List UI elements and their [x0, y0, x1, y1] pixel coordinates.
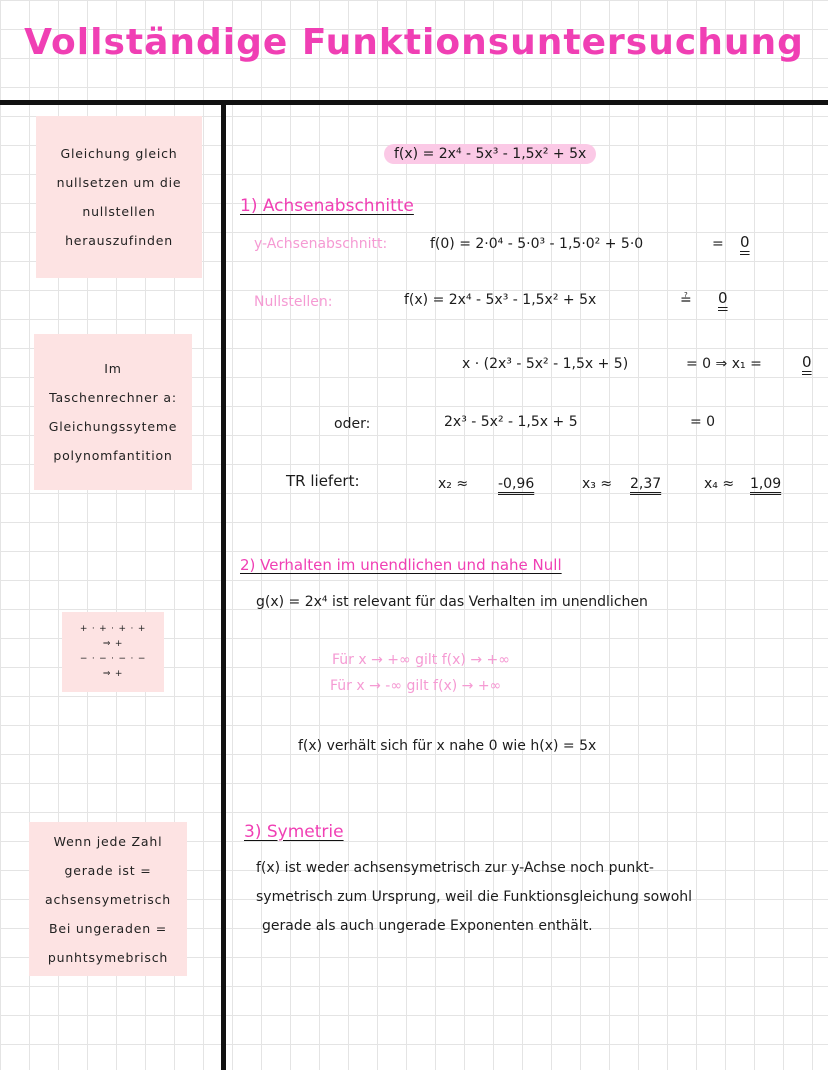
- note-line: ⇒ +: [102, 639, 124, 649]
- oder-eq: = 0: [690, 414, 716, 430]
- note-line: − · − · − · −: [79, 654, 147, 664]
- symmetry-line: symetrisch zum Ursprung, weil die Funktionsgleichung sowohl: [256, 889, 693, 905]
- note-line: punhtsymebrisch: [47, 949, 169, 965]
- root-x1: 0: [802, 353, 812, 371]
- roots-eq: ≟: [680, 292, 692, 308]
- section2-heading: 2) Verhalten im unendlichen und nahe Null: [240, 556, 562, 574]
- g-function-line: g(x) = 2x⁴ ist relevant für das Verhalten im unendlichen: [256, 594, 648, 610]
- root-x2: -0,96: [498, 476, 535, 492]
- note-line: polynomfantition: [53, 448, 173, 463]
- note-line: Gleichungssyteme: [48, 419, 178, 434]
- note-line: nullstellen: [82, 204, 156, 219]
- near-zero-behavior: f(x) verhält sich für x nahe 0 wie h(x) = 5x: [298, 738, 597, 754]
- roots-calc: f(x) = 2x⁴ - 5x³ - 1,5x² + 5x: [404, 292, 597, 308]
- root-x4-label: x₄ ≈: [704, 476, 735, 492]
- limit-plus-infinity: Für x → +∞ gilt f(x) → +∞: [332, 652, 510, 668]
- root-x4: 1,09: [750, 476, 782, 492]
- note-sign-rules: [62, 612, 164, 692]
- factored-eq: = 0 ⇒ x₁ =: [686, 356, 762, 372]
- root-x3-label: x₃ ≈: [582, 476, 613, 492]
- note-line: Gleichung gleich: [60, 146, 178, 161]
- section1-heading: 1) Achsenabschnitte: [240, 196, 414, 216]
- roots-label: Nullstellen:: [254, 294, 333, 310]
- note-line: Wenn jede Zahl: [53, 833, 163, 849]
- limit-minus-infinity: Für x → -∞ gilt f(x) → +∞: [330, 678, 502, 694]
- vertical-divider: [221, 100, 226, 1070]
- note-line: gerade ist =: [64, 862, 152, 878]
- root-x3: 2,37: [630, 476, 662, 492]
- note-line: achsensymetrisch: [45, 891, 171, 907]
- note-line: + · + · + · +: [79, 624, 147, 634]
- y-intercept-eq: =: [712, 236, 724, 252]
- horizontal-divider: [0, 100, 828, 105]
- y-intercept-calc: f(0) = 2·0⁴ - 5·0³ - 1,5·0² + 5·0: [430, 236, 644, 252]
- note-line: nullsetzen um die: [56, 175, 182, 190]
- note-line: herauszufinden: [65, 233, 173, 248]
- y-intercept-label: y-Achsenabschnitt:: [254, 236, 388, 252]
- oder-equation: 2x³ - 5x² - 1,5x + 5: [444, 414, 578, 430]
- note-line: ⇒ +: [102, 669, 124, 679]
- note-line: Im: [104, 361, 122, 376]
- main-function: f(x) = 2x⁴ - 5x³ - 1,5x² + 5x: [384, 144, 596, 164]
- note-line: Bei ungeraden =: [49, 920, 167, 936]
- y-intercept-result: 0: [740, 233, 750, 251]
- symmetry-line: gerade als auch ungerade Exponenten enthält.: [262, 918, 593, 934]
- page-title: Vollständige Funktionsuntersuchung: [24, 22, 804, 63]
- roots-result: 0: [718, 289, 728, 307]
- oder-label: oder:: [334, 416, 371, 432]
- section3-heading: 3) Symetrie: [244, 822, 344, 842]
- root-x2-label: x₂ ≈: [438, 476, 469, 492]
- note-symmetry: [29, 822, 187, 976]
- note-line: Taschenrechner a:: [49, 390, 177, 405]
- note-nullsetzen: [36, 116, 202, 278]
- symmetry-line: f(x) ist weder achsensymetrisch zur y-Achse noch punkt-: [256, 860, 654, 876]
- tr-label: TR liefert:: [286, 472, 360, 490]
- note-taschenrechner: [34, 334, 192, 490]
- factored-equation: x · (2x³ - 5x² - 1,5x + 5): [462, 356, 629, 372]
